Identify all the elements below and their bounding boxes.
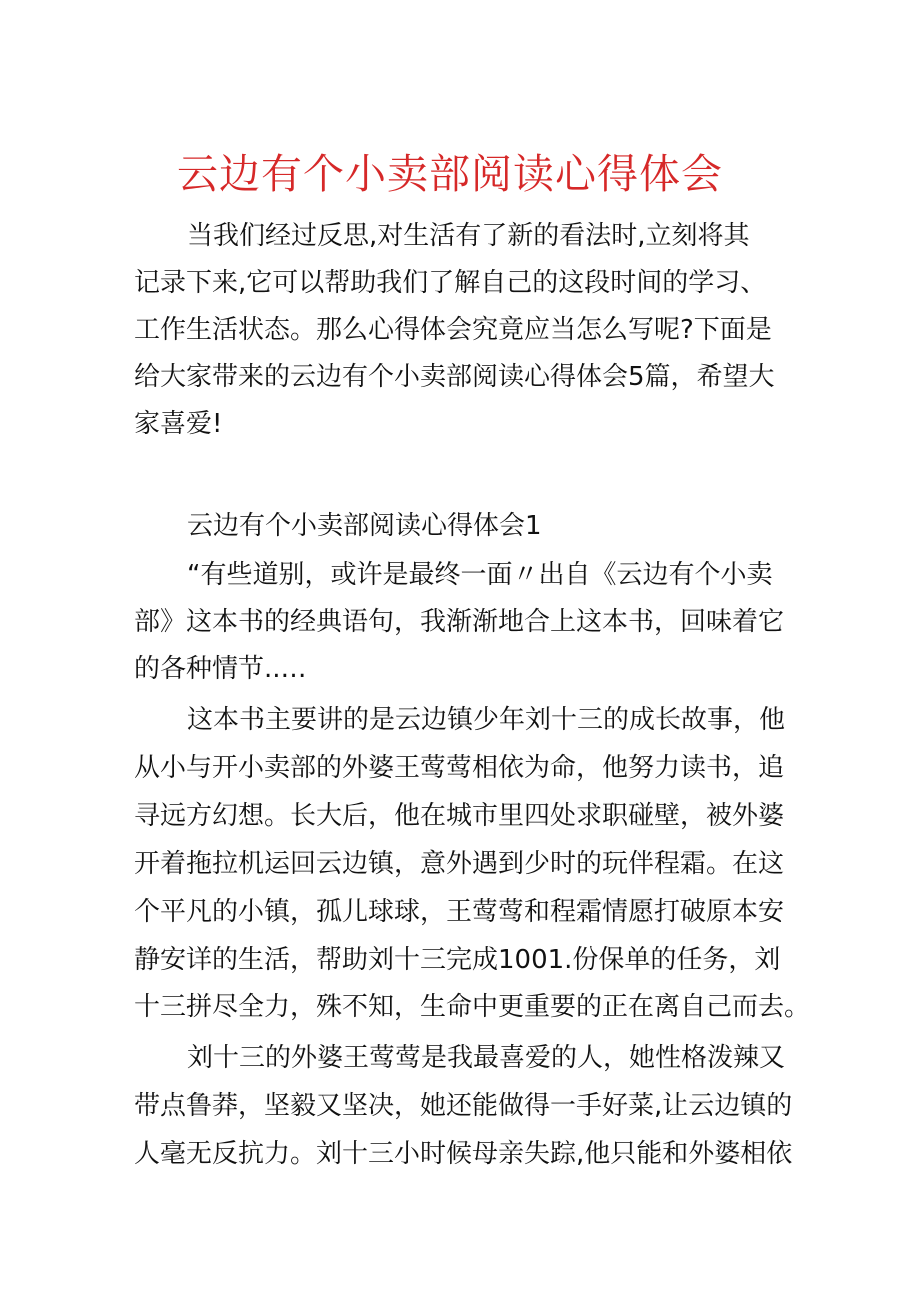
paragraph-line: 从小与开小卖部的外婆王莺莺相依为命，他努力读书，追 [134, 753, 785, 783]
intro-line: 当我们经过反思,对生活有了新的看法时,立刻将其 [187, 221, 750, 251]
section-heading: 云边有个小卖部阅读心得体会1 [187, 511, 542, 541]
document-title: 云边有个小卖部阅读心得体会 [177, 150, 723, 198]
intro-line: 工作生活状态。那么心得体会究竟应当怎么写呢?下面是 [134, 315, 772, 345]
paragraph-line: 人毫无反抗力。刘十三小时候母亲失踪,他只能和外婆相依 [134, 1139, 793, 1169]
paragraph-line: “有些道别，或许是最终一面〃出自《云边有个小卖 [187, 560, 773, 590]
paragraph-line: 开着拖拉机运回云边镇，意外遇到少时的玩伴程霜。在这 [134, 849, 785, 879]
paragraph-line: 这本书主要讲的是云边镇少年刘十三的成长故事，他 [187, 705, 786, 735]
paragraph-line: 部》这本书的经典语句，我渐渐地合上这本书，回味着它 [134, 607, 785, 637]
paragraph-line: 寻远方幻想。长大后，他在城市里四处求职碰壁，被外婆 [134, 801, 785, 831]
paragraph-line: 刘十三的外婆王莺莺是我最喜爱的人，她性格泼辣又 [187, 1043, 786, 1073]
paragraph-line: 个平凡的小镇，孤儿球球，王莺莺和程霜情愿打破原本安 [134, 897, 785, 927]
paragraph-line: 静安详的生活，帮助刘十三完成1001.份保单的任务，刘 [134, 945, 781, 975]
paragraph-line: 十三拼尽全力，殊不知，生命中更重要的正在离自己而去。 [134, 992, 811, 1022]
intro-line: 家喜爱! [134, 409, 223, 439]
paragraph-line: 带点鲁莽，坚毅又坚决，她还能做得一手好菜,让云边镇的 [134, 1091, 793, 1121]
intro-line: 记录下来,它可以帮助我们了解自己的这段时间的学习、 [134, 268, 767, 298]
paragraph-line: 的各种情节..… [134, 654, 307, 684]
intro-line: 给大家带来的云边有个小卖部阅读心得体会5篇，希望大 [134, 362, 775, 392]
